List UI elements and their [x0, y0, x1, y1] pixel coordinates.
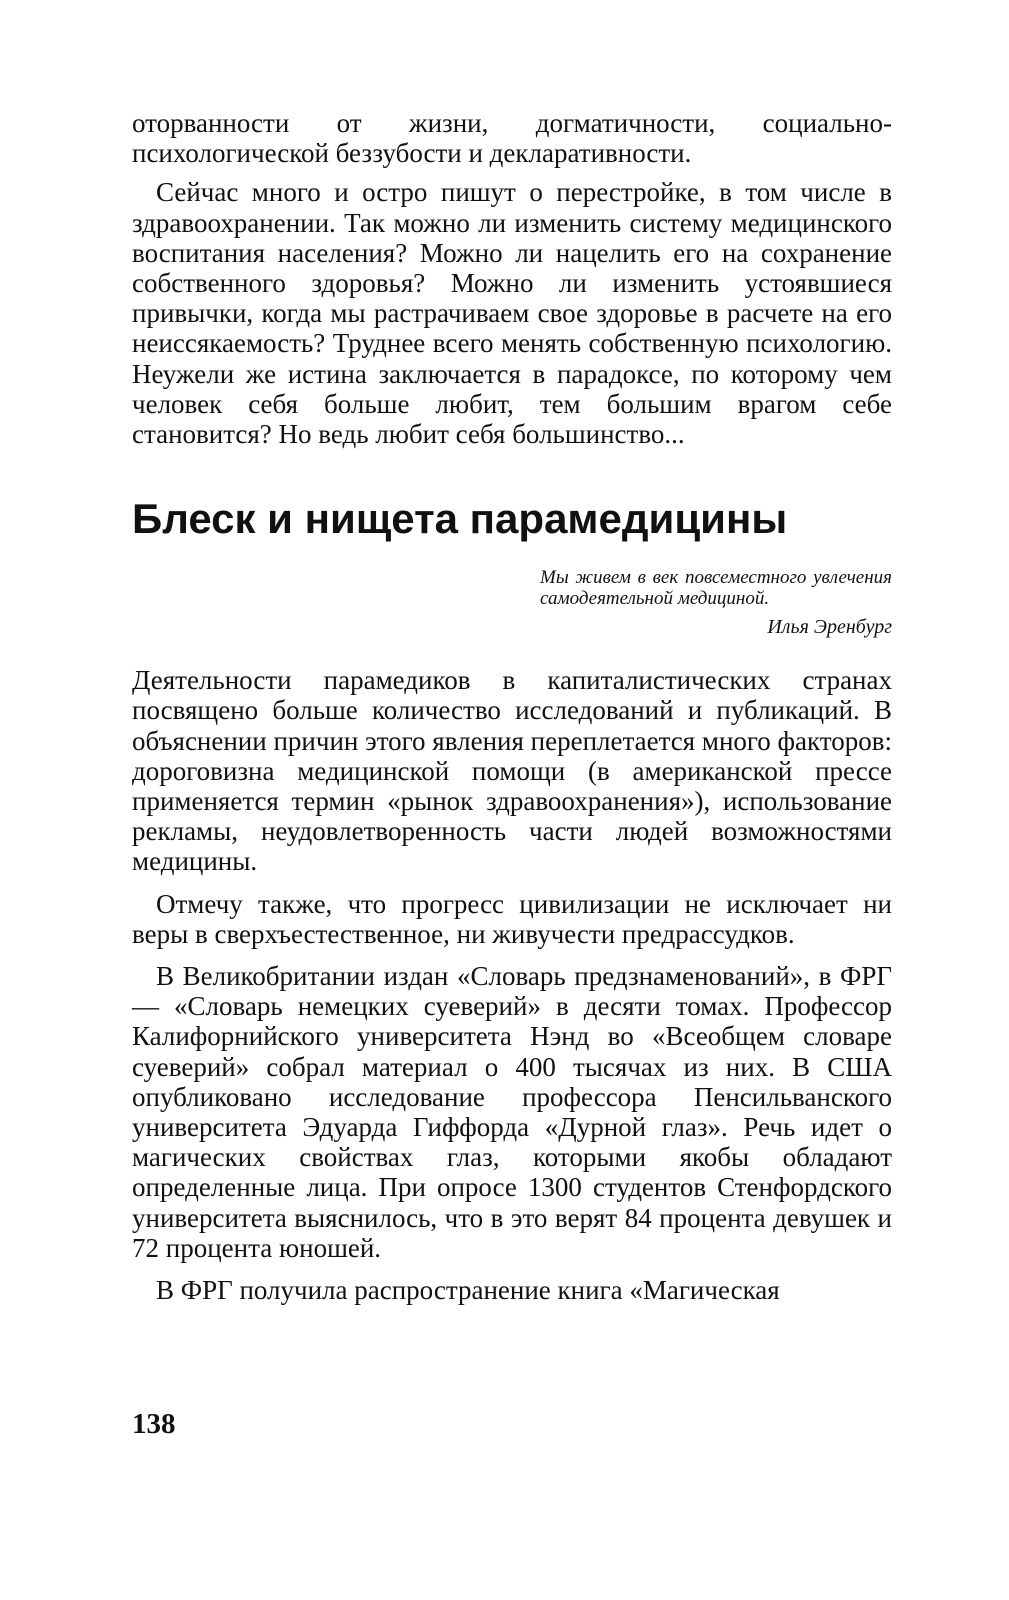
- page-number: 138: [132, 1408, 176, 1440]
- epigraph-text: Мы живем в век повсеместного увлечения самодеятельной медициной.: [540, 567, 892, 610]
- epigraph-author: Илья Эренбург: [767, 616, 892, 639]
- body-paragraph-4: В ФРГ получила распространение книга «Магическая: [156, 1275, 780, 1306]
- body-paragraph-1: Деятельности парамедиков в капиталистических странах посвящено больше количество исследований и публикаций. В объяснении причин этого явления переплетается много факторов: дороговизна медицинской помощи (в американской прессе применяется термин «рынок здравоохранения»), использование рекламы, неудовлетворенность части людей возможностями медицины.: [132, 665, 892, 877]
- page-body: [132, 108, 892, 1317]
- section-title: Блеск и нищета парамедицины: [132, 495, 788, 543]
- body-paragraph-2: Отмечу также, что прогресс цивилизации не исключает ни веры в сверхъестественное, ни живучести предрассудков.: [132, 888, 892, 949]
- body-paragraph-3: В Великобритании издан «Словарь предзнаменований», в ФРГ — «Словарь немецких суеверий» в десяти томах. Профессор Калифорнийского университета Нэнд во «Всеобщем словаре суеверий» собрал материал о 400 тысячах из них. В США опубликовано исследование профессора Пенсильванского университета Эдуарда Гиффорда «Дурной глаз». Речь идет о магических свойствах глаз, которыми якобы обладают определенные лица. При опросе 1300 студентов Стенфордского университета выяснилось, что в это верят 84 процента девушек и 72 процента юношей.: [132, 961, 892, 1263]
- intro-paragraph: Сейчас много и остро пишут о перестройке, в том числе в здравоохранении. Так можно ли изменить систему медицинского воспитания населения? Можно ли нацелить его на сохранение собственного здоровья? Можно ли изменить устоявшиеся привычки, когда мы растрачиваем свое здоровье в расчете на его неиссякаемость? Труднее всего менять собственную психологию. Неужели же истина заключается в парадоксе, по которому чем человек себя больше любит, тем большим врагом себе становится? Но ведь любит себя большинство...: [132, 177, 892, 450]
- intro-continuation: оторванности от жизни, догматичности, социально-психологической беззубости и декларативности.: [132, 108, 892, 169]
